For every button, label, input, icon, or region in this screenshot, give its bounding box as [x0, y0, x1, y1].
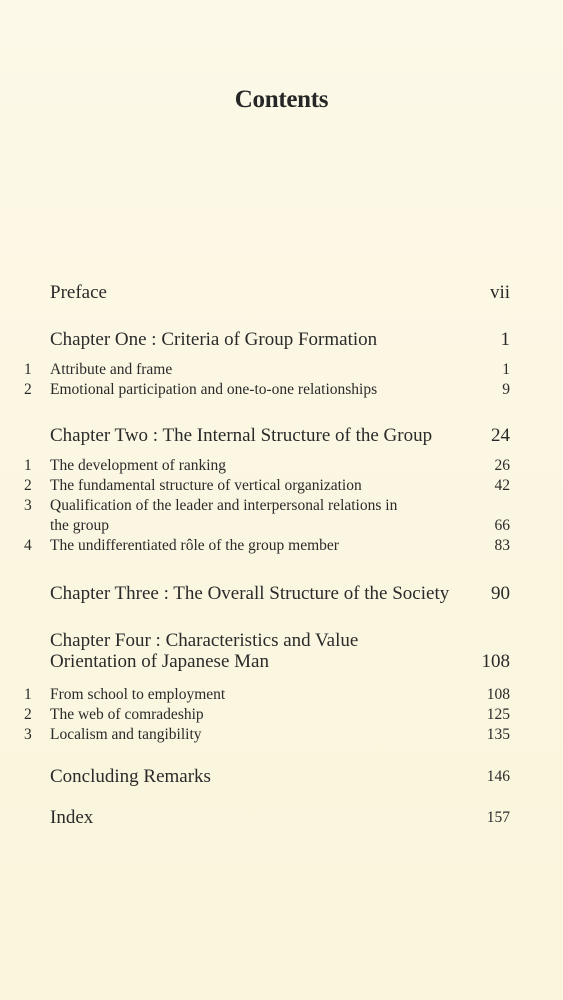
entry-label: Preface	[50, 282, 107, 303]
section-number: 3	[24, 726, 32, 743]
entry-page: 90	[491, 583, 510, 604]
section-number: 2	[24, 381, 32, 398]
section-page: 9	[502, 381, 510, 398]
section-label: Qualification of the leader and interpersonal relations in	[50, 497, 398, 514]
section-page: 66	[494, 517, 510, 534]
section-page: 125	[486, 706, 510, 723]
section-label: The web of comradeship	[50, 706, 204, 723]
page-title: Contents	[234, 86, 329, 113]
entry-label: Concluding Remarks	[50, 766, 211, 787]
section-number: 3	[24, 497, 32, 514]
entry-page: 146	[486, 768, 510, 785]
section-number: 1	[24, 686, 32, 703]
entry-label: Chapter One : Criteria of Group Formation	[50, 329, 378, 350]
entry-label: Chapter Three : The Overall Structure of the Society	[50, 583, 450, 604]
section-number: 1	[24, 361, 32, 378]
entry-label: Chapter Two : The Internal Structure of the Group	[50, 425, 433, 446]
section-number: 2	[24, 706, 32, 723]
entry-page: 1	[500, 329, 510, 350]
section-label: Emotional participation and one-to-one relationships	[50, 381, 378, 398]
section-label: Attribute and frame	[50, 361, 173, 378]
section-page: 108	[486, 686, 510, 703]
entry-label: Chapter Four : Characteristics and Value	[50, 630, 359, 651]
section-page: 1	[502, 361, 510, 378]
section-number: 4	[24, 537, 32, 554]
entry-page: 157	[486, 809, 510, 826]
entry-page: vii	[489, 282, 510, 303]
section-label: The undifferentiated rôle of the group member	[50, 537, 339, 554]
entry-page: 24	[491, 425, 510, 446]
entry-page: 108	[481, 651, 510, 672]
section-number: 1	[24, 457, 32, 474]
section-label: the group	[50, 517, 109, 534]
section-label: The fundamental structure of vertical organization	[50, 477, 362, 494]
entry-label: Orientation of Japanese Man	[50, 651, 269, 672]
section-page: 26	[494, 457, 510, 474]
section-page: 83	[494, 537, 510, 554]
section-label: The development of ranking	[50, 457, 227, 474]
section-page: 135	[486, 726, 510, 743]
section-label: Localism and tangibility	[50, 726, 202, 743]
section-number: 2	[24, 477, 32, 494]
entry-label: Index	[50, 807, 94, 828]
section-label: From school to employment	[50, 686, 226, 703]
section-page: 42	[494, 477, 510, 494]
